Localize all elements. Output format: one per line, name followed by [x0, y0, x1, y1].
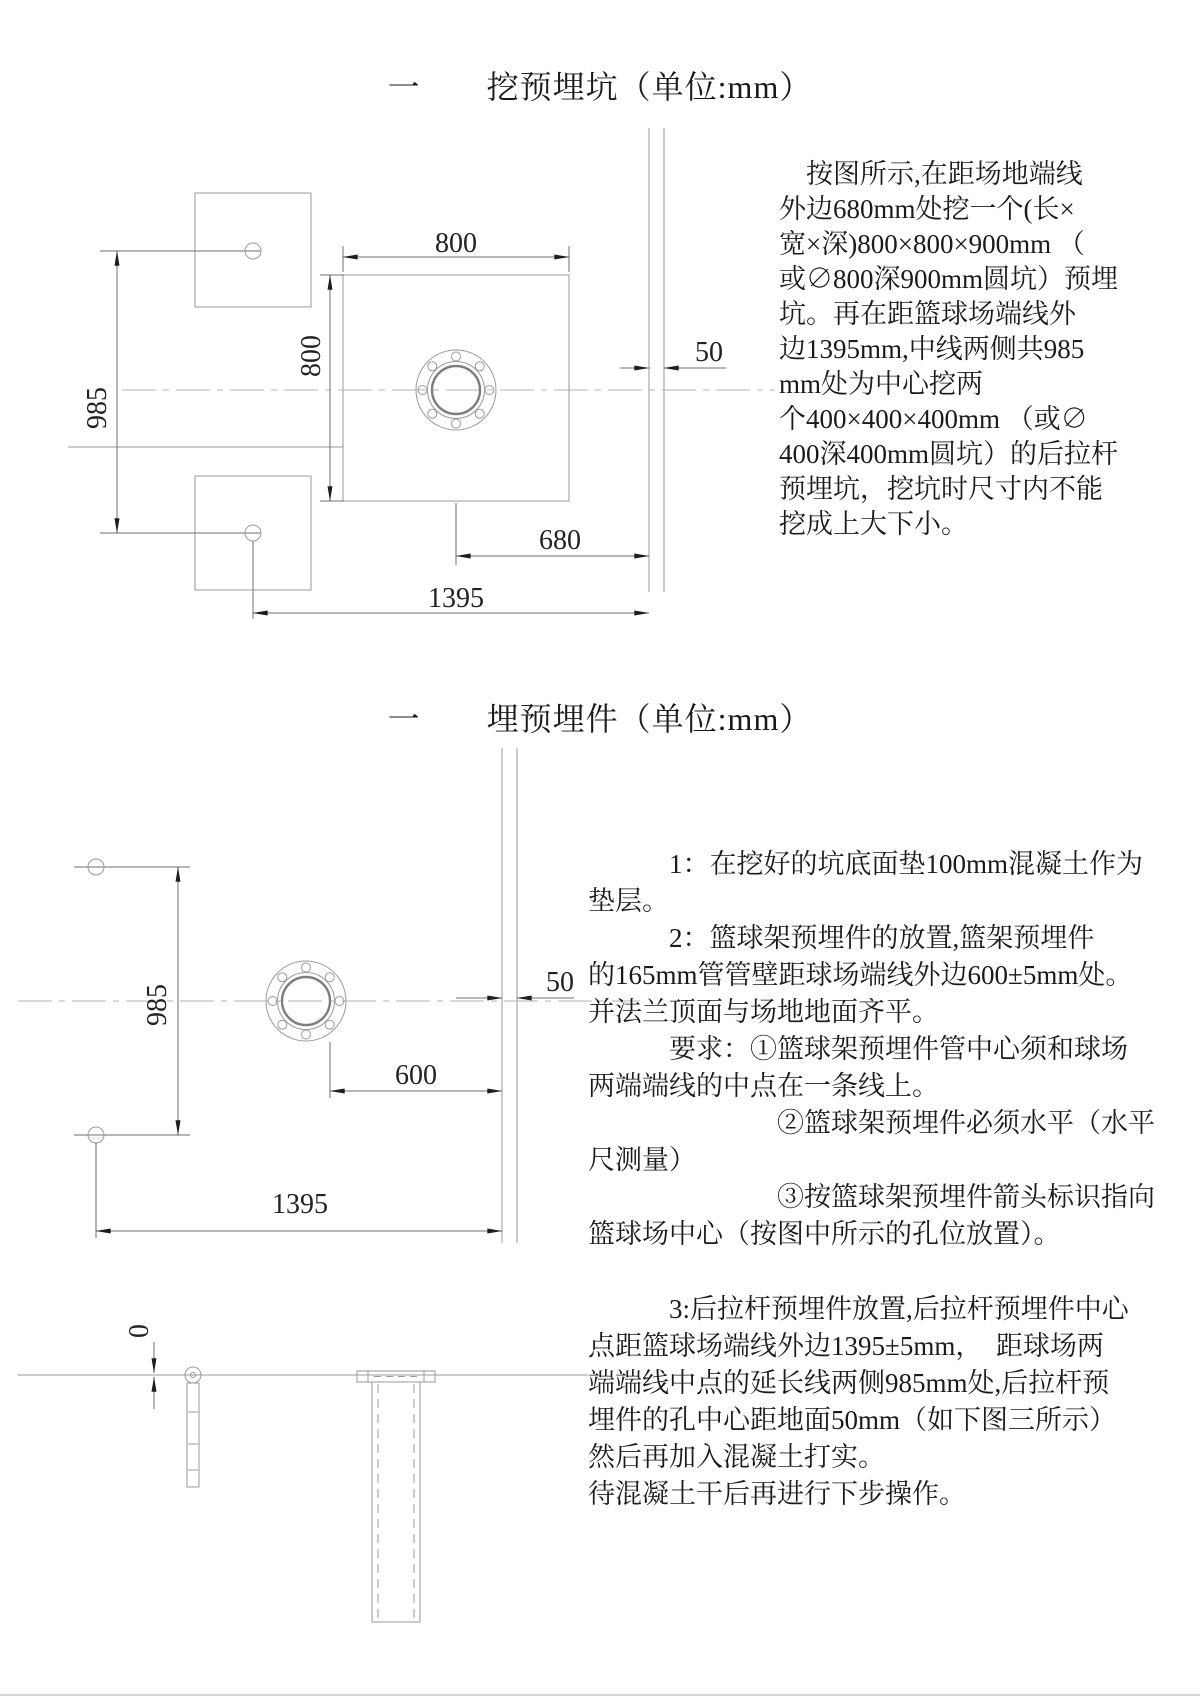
- dim-label-anchor-to-endline: 1395: [428, 583, 484, 614]
- note-line: 个400×400×400mm （或∅: [779, 404, 1088, 434]
- note-line: 篮球场中心（按图中所示的孔位放置）。: [588, 1219, 1061, 1249]
- dim-label-pit-width: 800: [435, 228, 477, 259]
- dim-label-pipe-to-endline: 600: [395, 1060, 437, 1091]
- note-line: 并法兰顶面与场地地面齐平。: [588, 997, 939, 1027]
- note-line: 要求：①篮球架预埋件管中心须和球场: [588, 1034, 1128, 1064]
- note-line: 2：篮球架预埋件的放置,篮架预埋件: [588, 923, 1095, 953]
- note-line: 挖成上大下小。: [779, 509, 968, 539]
- note-line: 400深400mm圆坑）的后拉杆: [779, 439, 1119, 469]
- note-line: 预埋坑，挖坑时尺寸内不能: [779, 474, 1103, 504]
- note-line: 坑。再在距篮球场端线外: [779, 299, 1076, 329]
- dim-pit-width: [343, 228, 569, 272]
- anchor-marker-top: [74, 859, 190, 875]
- note-line: 或∅800深900mm圆坑）预埋: [779, 264, 1119, 294]
- flange-plate: [357, 1371, 435, 1382]
- note-line: 然后再加入混凝土打实。: [588, 1442, 885, 1472]
- section1-notes: [779, 157, 1118, 542]
- section2-notes: [588, 846, 1155, 1253]
- dim-label-anchor-to-endline: 1395: [272, 1189, 328, 1220]
- dim-anchor-spacing: [142, 867, 178, 1135]
- section2-title: 一 埋预埋件（单位:mm）: [387, 701, 813, 737]
- dim-endline-width: [456, 967, 574, 998]
- dim-label-pit-to-endline: 680: [539, 525, 581, 556]
- note-line: 埋件的孔中心距地面50mm（如下图三所示）: [588, 1405, 1117, 1435]
- dim-pit-depth: [296, 275, 344, 501]
- dim-label-anchor-spacing: 985: [142, 984, 173, 1026]
- dim-label-endline-width: 50: [695, 337, 723, 368]
- note-line: 3:后拉杆预埋件放置,后拉杆预埋件中心: [588, 1294, 1129, 1324]
- anchor-marker-bottom: [100, 525, 261, 619]
- note-line: 待混凝土干后再进行下步操作。: [588, 1479, 966, 1509]
- dim-label-ground-level: 0: [124, 1324, 155, 1338]
- note-line: 边1395mm,中线两侧共985: [779, 334, 1085, 364]
- dim-ground-level: [124, 1324, 155, 1409]
- court-end-line: [649, 128, 664, 592]
- dim-endline-width: [620, 337, 726, 368]
- tie-rod-embed-part: [185, 1367, 201, 1487]
- section3-notes: [588, 1291, 1129, 1513]
- tie-rod-pit-top: [195, 193, 311, 307]
- dim-label-pit-depth: 800: [296, 335, 327, 377]
- note-line: mm处为中心挖两: [779, 369, 984, 399]
- section1-title: 一 挖预埋坑（单位:mm）: [387, 69, 813, 105]
- note-line: 的165mm管管壁距球场端线外边600±5mm处。: [588, 960, 1133, 990]
- note-line: ③按篮球架预埋件箭头标识指向: [588, 1182, 1155, 1212]
- note-line: 尺测量）: [588, 1145, 696, 1175]
- dim-anchor-spacing: [82, 251, 117, 533]
- note-line: 两端端线的中点在一条线上。: [588, 1071, 939, 1101]
- main-pit-outline: [343, 275, 569, 501]
- dim-pipe-to-endline: [330, 1042, 502, 1098]
- anchor-marker-top: [100, 243, 261, 259]
- note-line: 垫层。: [588, 886, 669, 916]
- court-end-line: [502, 748, 517, 1243]
- note-line: ②篮球架预埋件必须水平（水平: [588, 1108, 1155, 1138]
- note-line: 点距篮球场端线外边1395±5mm， 距球场两: [588, 1331, 1104, 1361]
- dim-label-anchor-spacing: 985: [82, 387, 113, 429]
- note-line: 按图所示,在距场地端线: [779, 159, 1083, 189]
- main-pipe-embed-part: [357, 1371, 435, 1622]
- pipe-body: [372, 1382, 420, 1622]
- note-line: 外边680mm处挖一个(长×: [779, 194, 1075, 224]
- dim-anchor-to-endline: [96, 1189, 502, 1231]
- note-line: 宽×深)800×800×900mm （: [779, 229, 1085, 259]
- anchor-marker-bottom: [74, 1127, 190, 1238]
- dim-pit-to-endline: [456, 503, 649, 565]
- dim-label-endline-width: 50: [546, 967, 574, 998]
- dim-anchor-to-endline: [253, 583, 649, 614]
- note-line: 1：在挖好的坑底面垫100mm混凝土作为: [588, 849, 1144, 879]
- note-line: 端端线中点的延长线两侧985mm处,后拉杆预: [588, 1368, 1110, 1398]
